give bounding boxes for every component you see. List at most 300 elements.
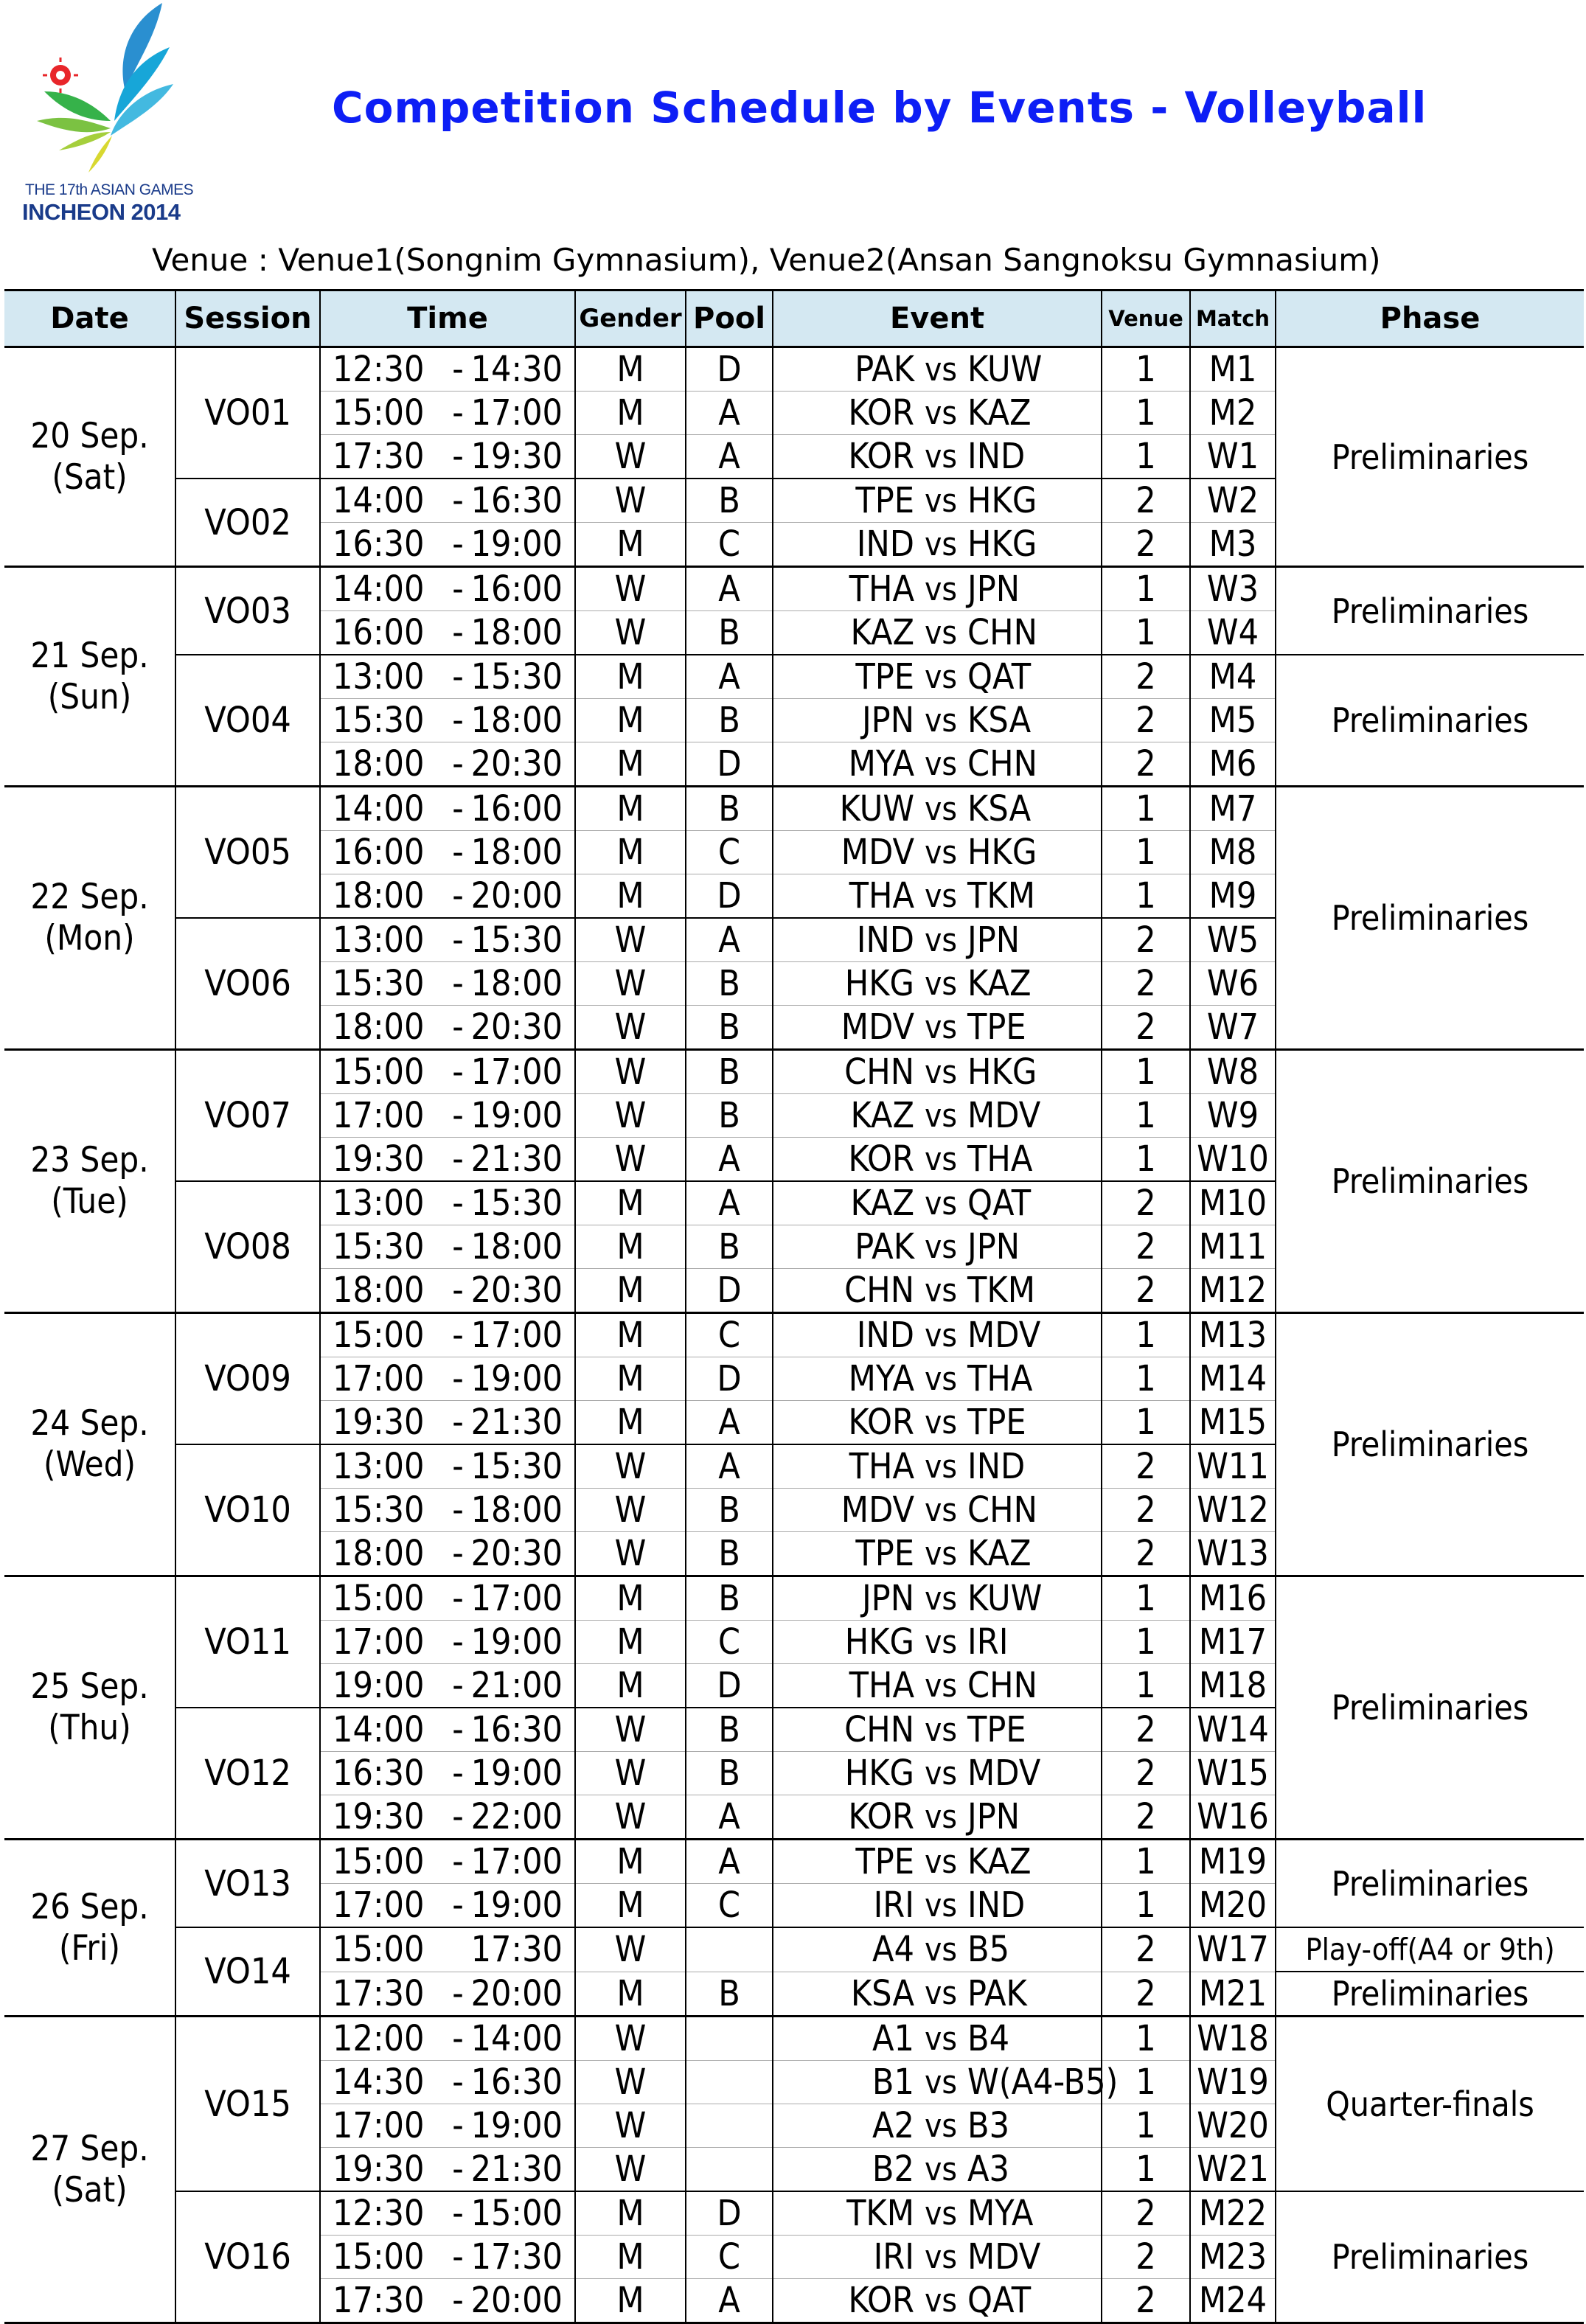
match-id: M12 xyxy=(1190,1269,1276,1313)
vs-label: vs xyxy=(914,1313,967,1357)
logo-games-text: THE 17th ASIAN GAMES xyxy=(25,181,194,198)
end-time: 17:00 xyxy=(470,1313,575,1357)
pool-cell: D xyxy=(686,1664,773,1708)
vs-label: vs xyxy=(914,1708,967,1752)
phase-cell: Preliminaries xyxy=(1276,1840,1584,1928)
col-date: Date xyxy=(4,290,175,347)
gender-cell: M xyxy=(575,523,686,567)
start-time: 13:00 xyxy=(320,655,445,699)
start-time: 17:00 xyxy=(320,1621,445,1664)
home-team: TPE xyxy=(773,1840,914,1884)
start-time: 18:00 xyxy=(320,1532,445,1576)
end-time: 18:00 xyxy=(470,962,575,1006)
gender-cell: M xyxy=(575,655,686,699)
col-time: Time xyxy=(320,290,575,347)
time-dash: - xyxy=(445,2191,470,2236)
match-id: W5 xyxy=(1190,918,1276,962)
pool-cell: A xyxy=(686,2279,773,2323)
session-id: VO11 xyxy=(175,1576,320,1708)
match-id: M1 xyxy=(1190,347,1276,392)
vs-label: vs xyxy=(914,918,967,962)
pool-cell: B xyxy=(686,1708,773,1752)
start-time: 17:00 xyxy=(320,2104,445,2148)
time-dash: - xyxy=(445,1532,470,1576)
schedule-body xyxy=(4,347,1584,2323)
end-time: 19:00 xyxy=(470,2104,575,2148)
end-time: 19:00 xyxy=(470,1621,575,1664)
venue-number: 1 xyxy=(1102,874,1190,919)
vs-label: vs xyxy=(914,1664,967,1708)
gender-cell: M xyxy=(575,2279,686,2323)
session-id: VO16 xyxy=(175,2191,320,2323)
time-dash: - xyxy=(445,1708,470,1752)
away-team: CHN xyxy=(967,1489,1102,1532)
time-dash: - xyxy=(445,742,470,787)
away-team: JPN xyxy=(967,567,1102,611)
away-team: MDV xyxy=(967,1094,1102,1138)
vs-label: vs xyxy=(914,1884,967,1928)
end-time: 17:00 xyxy=(470,1840,575,1884)
away-team: HKG xyxy=(967,831,1102,874)
pool-cell: C xyxy=(686,831,773,874)
venue-number: 2 xyxy=(1102,1532,1190,1576)
time-dash: - xyxy=(445,2104,470,2148)
venue-number: 1 xyxy=(1102,392,1190,435)
page-title: Competition Schedule by Events - Volleyball xyxy=(332,83,1427,133)
gender-cell: W xyxy=(575,1532,686,1576)
start-time: 18:00 xyxy=(320,1006,445,1050)
vs-label: vs xyxy=(914,1795,967,1840)
phase-cell: Preliminaries xyxy=(1276,787,1584,1050)
away-team: KUW xyxy=(967,347,1102,392)
vs-label: vs xyxy=(914,1532,967,1576)
col-session: Session xyxy=(175,290,320,347)
venue-number: 1 xyxy=(1102,1138,1190,1182)
col-venue: Venue xyxy=(1102,290,1190,347)
vs-label: vs xyxy=(914,435,967,479)
home-team: KOR xyxy=(773,392,914,435)
gender-cell: M xyxy=(575,1576,686,1621)
pool-cell: A xyxy=(686,435,773,479)
away-team: B4 xyxy=(967,2017,1102,2061)
session-id: VO02 xyxy=(175,479,320,567)
end-time: 16:30 xyxy=(470,2061,575,2104)
start-time: 17:30 xyxy=(320,435,445,479)
time-dash: - xyxy=(445,1489,470,1532)
match-id: M19 xyxy=(1190,1840,1276,1884)
pool-cell: D xyxy=(686,2191,773,2236)
match-id: W14 xyxy=(1190,1708,1276,1752)
match-row xyxy=(4,1927,1584,1972)
start-time: 15:30 xyxy=(320,1225,445,1269)
home-team: TPE xyxy=(773,1532,914,1576)
gender-cell: M xyxy=(575,1181,686,1225)
home-team: HKG xyxy=(773,962,914,1006)
away-team: KAZ xyxy=(967,392,1102,435)
match-id: W12 xyxy=(1190,1489,1276,1532)
match-id: M23 xyxy=(1190,2236,1276,2279)
home-team: IND xyxy=(773,523,914,567)
match-id: M11 xyxy=(1190,1225,1276,1269)
match-id: W3 xyxy=(1190,567,1276,611)
gender-cell: M xyxy=(575,787,686,831)
match-id: W21 xyxy=(1190,2148,1276,2192)
time-dash: - xyxy=(445,1576,470,1621)
end-time: 16:00 xyxy=(470,567,575,611)
venue-number: 2 xyxy=(1102,1708,1190,1752)
start-time: 15:00 xyxy=(320,392,445,435)
gender-cell: W xyxy=(575,2017,686,2061)
match-row xyxy=(4,2191,1584,2236)
gender-cell: W xyxy=(575,1708,686,1752)
away-team: PAK xyxy=(967,1972,1102,2017)
session-id: VO06 xyxy=(175,918,320,1050)
end-time: 21:30 xyxy=(470,1401,575,1445)
match-id: M15 xyxy=(1190,1401,1276,1445)
end-time: 15:30 xyxy=(470,1181,575,1225)
pool-cell: A xyxy=(686,1401,773,1445)
start-time: 14:00 xyxy=(320,1708,445,1752)
gender-cell: W xyxy=(575,435,686,479)
away-team: IND xyxy=(967,1444,1102,1489)
home-team: IND xyxy=(773,1313,914,1357)
gender-cell: M xyxy=(575,2236,686,2279)
weekday-label: (Mon) xyxy=(44,918,135,959)
match-row xyxy=(4,1313,1584,1357)
end-time: 17:00 xyxy=(470,1050,575,1094)
pool-cell: A xyxy=(686,655,773,699)
start-time: 19:30 xyxy=(320,2148,445,2192)
gender-cell: W xyxy=(575,1444,686,1489)
gender-cell: M xyxy=(575,1884,686,1928)
match-id: M20 xyxy=(1190,1884,1276,1928)
pool-cell: B xyxy=(686,1006,773,1050)
date-cell xyxy=(4,1313,175,1576)
date-cell xyxy=(4,347,175,567)
away-team: THA xyxy=(967,1357,1102,1401)
match-id: W10 xyxy=(1190,1138,1276,1182)
venue-number: 1 xyxy=(1102,787,1190,831)
gender-cell: M xyxy=(575,347,686,392)
time-dash: - xyxy=(445,918,470,962)
gender-cell: W xyxy=(575,918,686,962)
match-row xyxy=(4,2017,1584,2061)
venue-number: 1 xyxy=(1102,2104,1190,2148)
home-team: CHN xyxy=(773,1050,914,1094)
gender-cell: M xyxy=(575,1840,686,1884)
home-team: CHN xyxy=(773,1708,914,1752)
gender-cell: W xyxy=(575,962,686,1006)
time-dash: - xyxy=(445,1050,470,1094)
time-dash: - xyxy=(445,1401,470,1445)
vs-label: vs xyxy=(914,2104,967,2148)
gender-cell: M xyxy=(575,1269,686,1313)
start-time: 16:00 xyxy=(320,611,445,655)
phase-cell: Play-off(A4 or 9th) xyxy=(1276,1927,1584,1972)
home-team: KAZ xyxy=(773,1181,914,1225)
incheon-2014-logo xyxy=(15,3,199,224)
end-time: 20:00 xyxy=(470,1972,575,2017)
match-id: M10 xyxy=(1190,1181,1276,1225)
end-time: 20:00 xyxy=(470,874,575,919)
time-dash: - xyxy=(445,655,470,699)
date-cell xyxy=(4,1576,175,1840)
pool-cell: B xyxy=(686,1532,773,1576)
weekday-label: (Sun) xyxy=(47,676,132,717)
venue-number: 2 xyxy=(1102,1181,1190,1225)
start-time: 15:00 xyxy=(320,1313,445,1357)
col-gender: Gender xyxy=(575,290,686,347)
pool-cell: B xyxy=(686,962,773,1006)
gender-cell: W xyxy=(575,479,686,523)
session-id: VO03 xyxy=(175,567,320,655)
match-id: W2 xyxy=(1190,479,1276,523)
venue-number: 2 xyxy=(1102,1225,1190,1269)
pool-cell: C xyxy=(686,1884,773,1928)
end-time: 14:00 xyxy=(470,2017,575,2061)
end-time: 15:30 xyxy=(470,1444,575,1489)
vs-label: vs xyxy=(914,1752,967,1795)
match-id: M6 xyxy=(1190,742,1276,787)
away-team: QAT xyxy=(967,2279,1102,2323)
gender-cell: W xyxy=(575,1752,686,1795)
gender-cell: W xyxy=(575,1006,686,1050)
pool-cell: B xyxy=(686,699,773,742)
phase-cell: Preliminaries xyxy=(1276,567,1584,655)
gender-cell: M xyxy=(575,1313,686,1357)
home-team: THA xyxy=(773,874,914,919)
start-time: 16:30 xyxy=(320,1752,445,1795)
pool-cell: A xyxy=(686,1181,773,1225)
away-team: KSA xyxy=(967,699,1102,742)
match-id: W8 xyxy=(1190,1050,1276,1094)
match-id: M22 xyxy=(1190,2191,1276,2236)
time-dash: - xyxy=(445,479,470,523)
end-time: 18:00 xyxy=(470,1489,575,1532)
end-time: 20:30 xyxy=(470,1006,575,1050)
gender-cell: W xyxy=(575,1795,686,1840)
away-team: IRI xyxy=(967,1621,1102,1664)
phase-cell: Preliminaries xyxy=(1276,2191,1584,2323)
end-time: 16:30 xyxy=(470,479,575,523)
start-time: 14:00 xyxy=(320,567,445,611)
vs-label: vs xyxy=(914,1401,967,1445)
away-team: IND xyxy=(967,435,1102,479)
match-id: W7 xyxy=(1190,1006,1276,1050)
end-time: 15:30 xyxy=(470,918,575,962)
start-time: 15:00 xyxy=(320,1840,445,1884)
away-team: HKG xyxy=(967,1050,1102,1094)
match-id: W19 xyxy=(1190,2061,1276,2104)
home-team: TPE xyxy=(773,655,914,699)
match-id: M16 xyxy=(1190,1576,1276,1621)
pool-cell: A xyxy=(686,1138,773,1182)
venue-number: 1 xyxy=(1102,611,1190,655)
pool-cell: B xyxy=(686,787,773,831)
match-row xyxy=(4,567,1584,611)
away-team: KUW xyxy=(967,1576,1102,1621)
vs-label: vs xyxy=(914,1181,967,1225)
venue-number: 2 xyxy=(1102,2279,1190,2323)
pool-cell: C xyxy=(686,1313,773,1357)
time-dash: - xyxy=(445,523,470,567)
pool-cell: A xyxy=(686,1795,773,1840)
pool-cell: C xyxy=(686,1621,773,1664)
phase-cell: Preliminaries xyxy=(1276,347,1584,567)
match-id: M8 xyxy=(1190,831,1276,874)
pool-cell: A xyxy=(686,918,773,962)
match-id: W11 xyxy=(1190,1444,1276,1489)
vs-label: vs xyxy=(914,611,967,655)
phase-cell: Preliminaries xyxy=(1276,1576,1584,1840)
time-dash: - xyxy=(445,2061,470,2104)
gender-cell: M xyxy=(575,2191,686,2236)
vs-label: vs xyxy=(914,1489,967,1532)
away-team: MDV xyxy=(967,1752,1102,1795)
start-time: 16:30 xyxy=(320,523,445,567)
end-time: 15:30 xyxy=(470,655,575,699)
away-team: KAZ xyxy=(967,1840,1102,1884)
start-time: 17:00 xyxy=(320,1094,445,1138)
home-team: MDV xyxy=(773,1489,914,1532)
gender-cell: W xyxy=(575,2148,686,2192)
match-id: W9 xyxy=(1190,1094,1276,1138)
vs-label: vs xyxy=(914,567,967,611)
match-id: W17 xyxy=(1190,1927,1276,1972)
pool-cell xyxy=(686,2104,773,2148)
match-id: M4 xyxy=(1190,655,1276,699)
venue-number: 2 xyxy=(1102,1444,1190,1489)
vs-label: vs xyxy=(914,787,967,831)
vs-label: vs xyxy=(914,1138,967,1182)
home-team: JPN xyxy=(773,1576,914,1621)
end-time: 18:00 xyxy=(470,1225,575,1269)
time-dash: - xyxy=(445,611,470,655)
pool-cell: A xyxy=(686,567,773,611)
start-time: 17:00 xyxy=(320,1357,445,1401)
end-time: 19:00 xyxy=(470,1094,575,1138)
match-id: W13 xyxy=(1190,1532,1276,1576)
session-id: VO10 xyxy=(175,1444,320,1576)
vs-label: vs xyxy=(914,1927,967,1972)
home-team: KOR xyxy=(773,1401,914,1445)
pool-cell xyxy=(686,2061,773,2104)
match-id: M24 xyxy=(1190,2279,1276,2323)
gender-cell: W xyxy=(575,611,686,655)
weekday-label: (Sat) xyxy=(52,2169,128,2210)
match-row xyxy=(4,1576,1584,1621)
home-team: KOR xyxy=(773,1138,914,1182)
date-cell xyxy=(4,2017,175,2323)
phase-cell: Preliminaries xyxy=(1276,1972,1584,2017)
start-time: 12:00 xyxy=(320,2017,445,2061)
pool-cell: A xyxy=(686,1840,773,1884)
home-team: TKM xyxy=(773,2191,914,2236)
venue-number: 1 xyxy=(1102,1401,1190,1445)
gender-cell: W xyxy=(575,1927,686,1972)
pool-cell: B xyxy=(686,1225,773,1269)
session-id: VO05 xyxy=(175,787,320,919)
start-time: 14:00 xyxy=(320,479,445,523)
time-dash: - xyxy=(445,435,470,479)
end-time: 19:00 xyxy=(470,1884,575,1928)
gender-cell: M xyxy=(575,1621,686,1664)
start-time: 19:30 xyxy=(320,1401,445,1445)
end-time: 17:00 xyxy=(470,1576,575,1621)
vs-label: vs xyxy=(914,1840,967,1884)
start-time: 19:30 xyxy=(320,1138,445,1182)
gender-cell: M xyxy=(575,1972,686,2017)
home-team: MDV xyxy=(773,1006,914,1050)
session-id: VO04 xyxy=(175,655,320,787)
venue-number: 1 xyxy=(1102,435,1190,479)
end-time: 19:00 xyxy=(470,523,575,567)
venue-number: 1 xyxy=(1102,1576,1190,1621)
start-time: 17:30 xyxy=(320,2279,445,2323)
header-row xyxy=(4,290,1584,347)
start-time: 15:00 xyxy=(320,1927,445,1972)
match-id: M13 xyxy=(1190,1313,1276,1357)
time-dash: - xyxy=(445,1006,470,1050)
home-team: TPE xyxy=(773,479,914,523)
gender-cell: W xyxy=(575,1094,686,1138)
pool-cell: D xyxy=(686,347,773,392)
start-time: 15:30 xyxy=(320,699,445,742)
col-phase: Phase xyxy=(1276,290,1584,347)
match-row xyxy=(4,1840,1584,1884)
start-time: 13:00 xyxy=(320,1181,445,1225)
end-time: 21:30 xyxy=(470,1138,575,1182)
end-time: 20:00 xyxy=(470,2279,575,2323)
gender-cell: M xyxy=(575,831,686,874)
gender-cell: M xyxy=(575,1225,686,1269)
match-id: M14 xyxy=(1190,1357,1276,1401)
match-id: M18 xyxy=(1190,1664,1276,1708)
end-time: 18:00 xyxy=(470,831,575,874)
home-team: THA xyxy=(773,1444,914,1489)
vs-label: vs xyxy=(914,1972,967,2017)
col-match: Match xyxy=(1190,290,1276,347)
pool-cell xyxy=(686,1927,773,1972)
vs-label: vs xyxy=(914,1621,967,1664)
phase-cell: Quarter-finals xyxy=(1276,2017,1584,2192)
home-team: IRI xyxy=(773,2236,914,2279)
date-label: 20 Sep. xyxy=(30,415,149,456)
date-cell xyxy=(4,1840,175,2017)
match-id: W20 xyxy=(1190,2104,1276,2148)
time-dash: - xyxy=(445,1972,470,2017)
vs-label: vs xyxy=(914,523,967,567)
match-id: W6 xyxy=(1190,962,1276,1006)
end-time: 20:30 xyxy=(470,1269,575,1313)
gender-cell: W xyxy=(575,1138,686,1182)
home-team: THA xyxy=(773,1664,914,1708)
venue-number: 2 xyxy=(1102,523,1190,567)
pool-cell: B xyxy=(686,479,773,523)
date-label: 21 Sep. xyxy=(30,635,149,676)
home-team: A2 xyxy=(773,2104,914,2148)
logo-wing-emblem xyxy=(15,3,199,184)
venue-number: 2 xyxy=(1102,2236,1190,2279)
vs-label: vs xyxy=(914,874,967,919)
match-id: M3 xyxy=(1190,523,1276,567)
home-team: B1 xyxy=(773,2061,914,2104)
gender-cell: W xyxy=(575,2061,686,2104)
venue-number: 2 xyxy=(1102,1006,1190,1050)
phase-cell: Preliminaries xyxy=(1276,655,1584,787)
away-team: QAT xyxy=(967,1181,1102,1225)
session-id: VO14 xyxy=(175,1927,320,2017)
